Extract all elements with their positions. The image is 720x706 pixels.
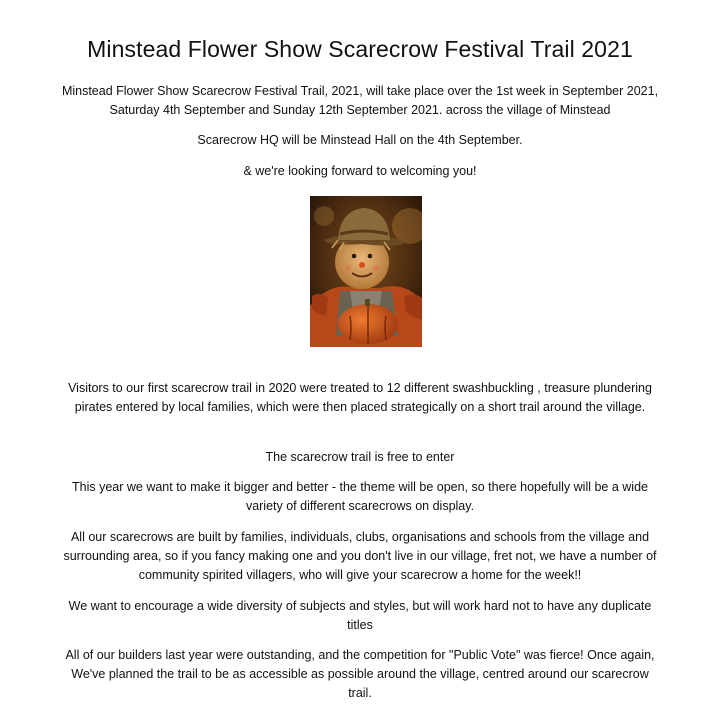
hq-paragraph: Scarecrow HQ will be Minstead Hall on the 4th September.	[197, 133, 523, 147]
scarecrow-photo	[310, 196, 422, 347]
builders-paragraph: All our scarecrows are built by families, individuals, clubs, organisations and schools from the village and surrounding area, so if you fancy making one and you don't live in our village, fret not, we have a number of community spirited villagers, who will give your scarecrow a home for the week!!	[63, 530, 657, 582]
this-year-paragraph: This year we want to make it bigger and better - the theme will be open, so there hopefully will be a wide variety of different scarecrows on display.	[71, 480, 648, 513]
intro-paragraph: Minstead Flower Show Scarecrow Festival Trail, 2021, will take place over the 1st week in September 2021, Saturday 4th September and Sunday 12th September 2021. across the village of Minstead	[61, 84, 659, 117]
page-title: Minstead Flower Show Scarecrow Festival Trail 2021	[87, 36, 633, 62]
welcome-paragraph: & we're looking forward to welcoming you!	[243, 164, 477, 178]
scarecrow-illustration	[310, 196, 422, 347]
free-entry-paragraph: The scarecrow trail is free to enter	[265, 450, 455, 464]
public-vote-paragraph: All of our builders last year were outstanding, and the competition for "Public Vote" was fierce! Once again, We've planned the trail to be as accessible as possible around the village, centred around our scarecrow trail.	[65, 648, 655, 700]
diversity-paragraph: We want to encourage a wide diversity of subjects and styles, but will work hard not to have any duplicate titles	[68, 599, 652, 632]
history-paragraph: Visitors to our first scarecrow trail in 2020 were treated to 12 different swashbuckling , treasure plundering pirates entered by local families, which were then placed strategically on a short trail around the village.	[68, 381, 652, 414]
